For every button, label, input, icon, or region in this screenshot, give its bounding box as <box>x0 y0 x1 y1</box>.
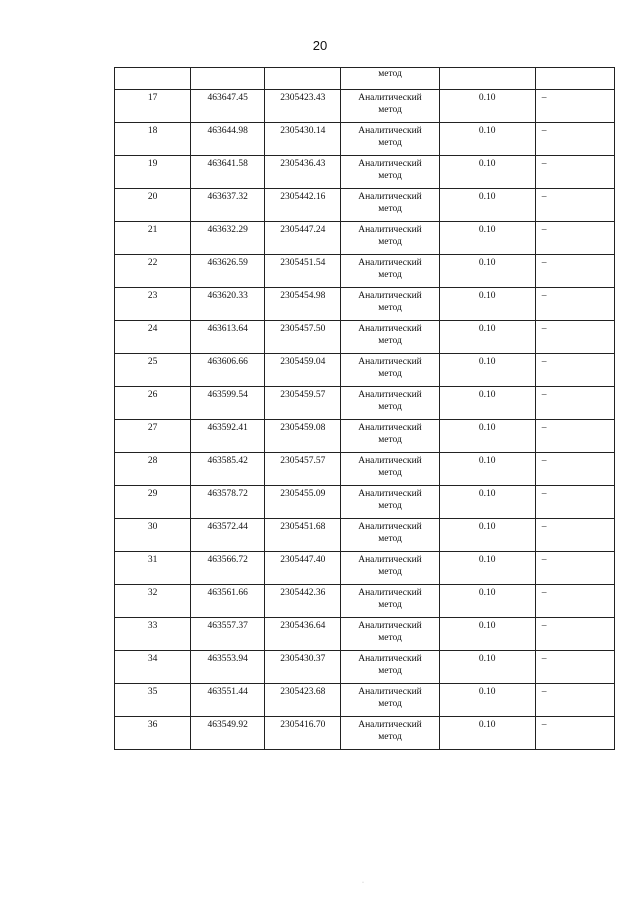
cell-x: 463561.66 <box>191 585 265 618</box>
cell-method <box>341 354 439 387</box>
method-line-2: метод <box>378 171 402 181</box>
cell-error: 0.10 <box>439 222 535 255</box>
cell-method <box>341 189 439 222</box>
cell-number: 22 <box>115 255 191 288</box>
cell-y: 2305436.43 <box>265 156 341 189</box>
cell-error: 0.10 <box>439 288 535 321</box>
cell-x: 463553.94 <box>191 651 265 684</box>
method-line-1: Аналитический <box>358 357 422 367</box>
cell-error <box>439 68 535 90</box>
cell-method <box>341 156 439 189</box>
cell-y: 2305454.98 <box>265 288 341 321</box>
cell-description: – <box>535 90 614 123</box>
coordinates-table-body <box>115 68 615 750</box>
coordinates-table <box>114 67 615 750</box>
cell-method <box>341 552 439 585</box>
cell-y: 2305442.16 <box>265 189 341 222</box>
cell-y <box>265 68 341 90</box>
cell-method <box>341 321 439 354</box>
method-line-2: метод <box>378 501 402 511</box>
cell-y: 2305447.40 <box>265 552 341 585</box>
table-row-continued <box>115 68 615 90</box>
cell-error: 0.10 <box>439 717 535 750</box>
cell-number: 28 <box>115 453 191 486</box>
cell-x: 463551.44 <box>191 684 265 717</box>
cell-number: 27 <box>115 420 191 453</box>
method-line-1: Аналитический <box>358 258 422 268</box>
table-row <box>115 585 615 618</box>
method-line-2: метод <box>378 699 402 709</box>
cell-y: 2305442.36 <box>265 585 341 618</box>
cell-error: 0.10 <box>439 90 535 123</box>
cell-x: 463644.98 <box>191 123 265 156</box>
cell-error: 0.10 <box>439 453 535 486</box>
table-row <box>115 420 615 453</box>
cell-description <box>535 68 614 90</box>
table-row <box>115 453 615 486</box>
cell-y: 2305430.37 <box>265 651 341 684</box>
cell-x: 463572.44 <box>191 519 265 552</box>
method-line-2: метод <box>378 600 402 610</box>
cell-x: 463647.45 <box>191 90 265 123</box>
method-line-2: метод <box>378 138 402 148</box>
method-line-1: Аналитический <box>358 621 422 631</box>
method-line-1: Аналитический <box>358 588 422 598</box>
cell-y: 2305451.54 <box>265 255 341 288</box>
cell-description: – <box>535 288 614 321</box>
cell-error: 0.10 <box>439 552 535 585</box>
cell-description: – <box>535 651 614 684</box>
cell-x: 463578.72 <box>191 486 265 519</box>
cell-description: – <box>535 189 614 222</box>
cell-method <box>341 255 439 288</box>
cell-y: 2305459.57 <box>265 387 341 420</box>
cell-error: 0.10 <box>439 519 535 552</box>
cell-error: 0.10 <box>439 189 535 222</box>
cell-y: 2305416.70 <box>265 717 341 750</box>
table-row <box>115 90 615 123</box>
cell-description: – <box>535 585 614 618</box>
method-line-1: Аналитический <box>358 126 422 136</box>
table-row <box>115 321 615 354</box>
method-line-2: метод <box>378 336 402 346</box>
cell-x: 463599.54 <box>191 387 265 420</box>
cell-number: 21 <box>115 222 191 255</box>
method-line-2: метод <box>378 270 402 280</box>
cell-x: 463606.66 <box>191 354 265 387</box>
cell-number: 36 <box>115 717 191 750</box>
method-line-1: Аналитический <box>358 93 422 103</box>
method-line-2: метод <box>378 303 402 313</box>
method-line-2: метод <box>378 204 402 214</box>
cell-error: 0.10 <box>439 156 535 189</box>
table-row <box>115 618 615 651</box>
method-line-1: Аналитический <box>358 687 422 697</box>
cell-x: 463585.42 <box>191 453 265 486</box>
method-line-2: метод <box>378 666 402 676</box>
cell-description: – <box>535 420 614 453</box>
cell-y: 2305423.68 <box>265 684 341 717</box>
method-line-2: метод <box>378 732 402 742</box>
table-row <box>115 222 615 255</box>
cell-x: 463613.64 <box>191 321 265 354</box>
cell-number: 18 <box>115 123 191 156</box>
cell-y: 2305457.57 <box>265 453 341 486</box>
cell-number <box>115 68 191 90</box>
cell-method <box>341 222 439 255</box>
method-line-2: метод <box>378 534 402 544</box>
table-row <box>115 519 615 552</box>
table-row <box>115 486 615 519</box>
method-line-2: метод <box>378 468 402 478</box>
method-line-2: метод <box>378 402 402 412</box>
cell-error: 0.10 <box>439 618 535 651</box>
table-row <box>115 255 615 288</box>
cell-error: 0.10 <box>439 387 535 420</box>
method-line-1: Аналитический <box>358 456 422 466</box>
cell-x <box>191 68 265 90</box>
cell-y: 2305447.24 <box>265 222 341 255</box>
method-line-1: Аналитический <box>358 522 422 532</box>
cell-error: 0.10 <box>439 486 535 519</box>
cell-description: – <box>535 519 614 552</box>
method-line-2: метод <box>378 105 402 115</box>
cell-method <box>341 123 439 156</box>
table-row <box>115 387 615 420</box>
table-row <box>115 123 615 156</box>
cell-number: 17 <box>115 90 191 123</box>
page-number: 20 <box>312 38 328 53</box>
cell-number: 19 <box>115 156 191 189</box>
method-line-2: метод <box>378 567 402 577</box>
cell-y: 2305451.68 <box>265 519 341 552</box>
table-row <box>115 189 615 222</box>
method-line-1: Аналитический <box>358 654 422 664</box>
cell-method <box>341 90 439 123</box>
cell-number: 31 <box>115 552 191 585</box>
cell-method <box>341 684 439 717</box>
cell-error: 0.10 <box>439 420 535 453</box>
cell-error: 0.10 <box>439 255 535 288</box>
cell-error: 0.10 <box>439 684 535 717</box>
cell-number: 33 <box>115 618 191 651</box>
cell-description: – <box>535 618 614 651</box>
method-line-1: Аналитический <box>358 720 422 730</box>
cell-error: 0.10 <box>439 354 535 387</box>
cell-y: 2305436.64 <box>265 618 341 651</box>
cell-number: 35 <box>115 684 191 717</box>
cell-number: 20 <box>115 189 191 222</box>
cell-number: 24 <box>115 321 191 354</box>
cell-description: – <box>535 354 614 387</box>
cell-description: – <box>535 453 614 486</box>
cell-description: – <box>535 321 614 354</box>
table-row <box>115 651 615 684</box>
table-row <box>115 717 615 750</box>
cell-number: 26 <box>115 387 191 420</box>
method-line-2: метод <box>378 369 402 379</box>
method-line-1: Аналитический <box>358 159 422 169</box>
cell-x: 463549.92 <box>191 717 265 750</box>
cell-method <box>341 717 439 750</box>
cell-y: 2305423.43 <box>265 90 341 123</box>
cell-x: 463641.58 <box>191 156 265 189</box>
cell-method <box>341 519 439 552</box>
cell-error: 0.10 <box>439 651 535 684</box>
cell-method <box>341 486 439 519</box>
method-line-1: Аналитический <box>358 225 422 235</box>
cell-description: – <box>535 387 614 420</box>
cell-y: 2305459.04 <box>265 354 341 387</box>
method-line-1: Аналитический <box>358 555 422 565</box>
cell-method <box>341 651 439 684</box>
cell-number: 23 <box>115 288 191 321</box>
cell-x: 463626.59 <box>191 255 265 288</box>
cell-number: 25 <box>115 354 191 387</box>
cell-description: – <box>535 684 614 717</box>
cell-description: – <box>535 486 614 519</box>
method-line-1: Аналитический <box>358 291 422 301</box>
cell-method <box>341 453 439 486</box>
table-row <box>115 354 615 387</box>
cell-description: – <box>535 156 614 189</box>
cell-x: 463637.32 <box>191 189 265 222</box>
table-row <box>115 684 615 717</box>
cell-x: 463632.29 <box>191 222 265 255</box>
cell-method <box>341 387 439 420</box>
cell-error: 0.10 <box>439 321 535 354</box>
cell-method <box>341 585 439 618</box>
cell-method <box>341 420 439 453</box>
cell-description: – <box>535 222 614 255</box>
cell-number: 29 <box>115 486 191 519</box>
cell-method <box>341 288 439 321</box>
method-line-1: Аналитический <box>358 192 422 202</box>
method-line-2: метод <box>378 633 402 643</box>
cell-x: 463557.37 <box>191 618 265 651</box>
method-line-1: Аналитический <box>358 390 422 400</box>
table-row <box>115 156 615 189</box>
cell-y: 2305459.08 <box>265 420 341 453</box>
cell-description: – <box>535 255 614 288</box>
method-line-1: Аналитический <box>358 324 422 334</box>
cell-description: – <box>535 552 614 585</box>
method-line-2: метод <box>378 435 402 445</box>
method-line-1: Аналитический <box>358 489 422 499</box>
method-line-1: Аналитический <box>358 423 422 433</box>
cell-method: метод <box>341 68 439 90</box>
cell-y: 2305430.14 <box>265 123 341 156</box>
cell-method <box>341 618 439 651</box>
method-line-2: метод <box>378 237 402 247</box>
cell-error: 0.10 <box>439 585 535 618</box>
cell-y: 2305455.09 <box>265 486 341 519</box>
scan-mark: · <box>362 880 364 886</box>
cell-description: – <box>535 717 614 750</box>
table-row <box>115 552 615 585</box>
table-row <box>115 288 615 321</box>
cell-number: 32 <box>115 585 191 618</box>
cell-x: 463592.41 <box>191 420 265 453</box>
cell-number: 34 <box>115 651 191 684</box>
cell-description: – <box>535 123 614 156</box>
cell-x: 463620.33 <box>191 288 265 321</box>
cell-number: 30 <box>115 519 191 552</box>
cell-y: 2305457.50 <box>265 321 341 354</box>
cell-x: 463566.72 <box>191 552 265 585</box>
cell-error: 0.10 <box>439 123 535 156</box>
